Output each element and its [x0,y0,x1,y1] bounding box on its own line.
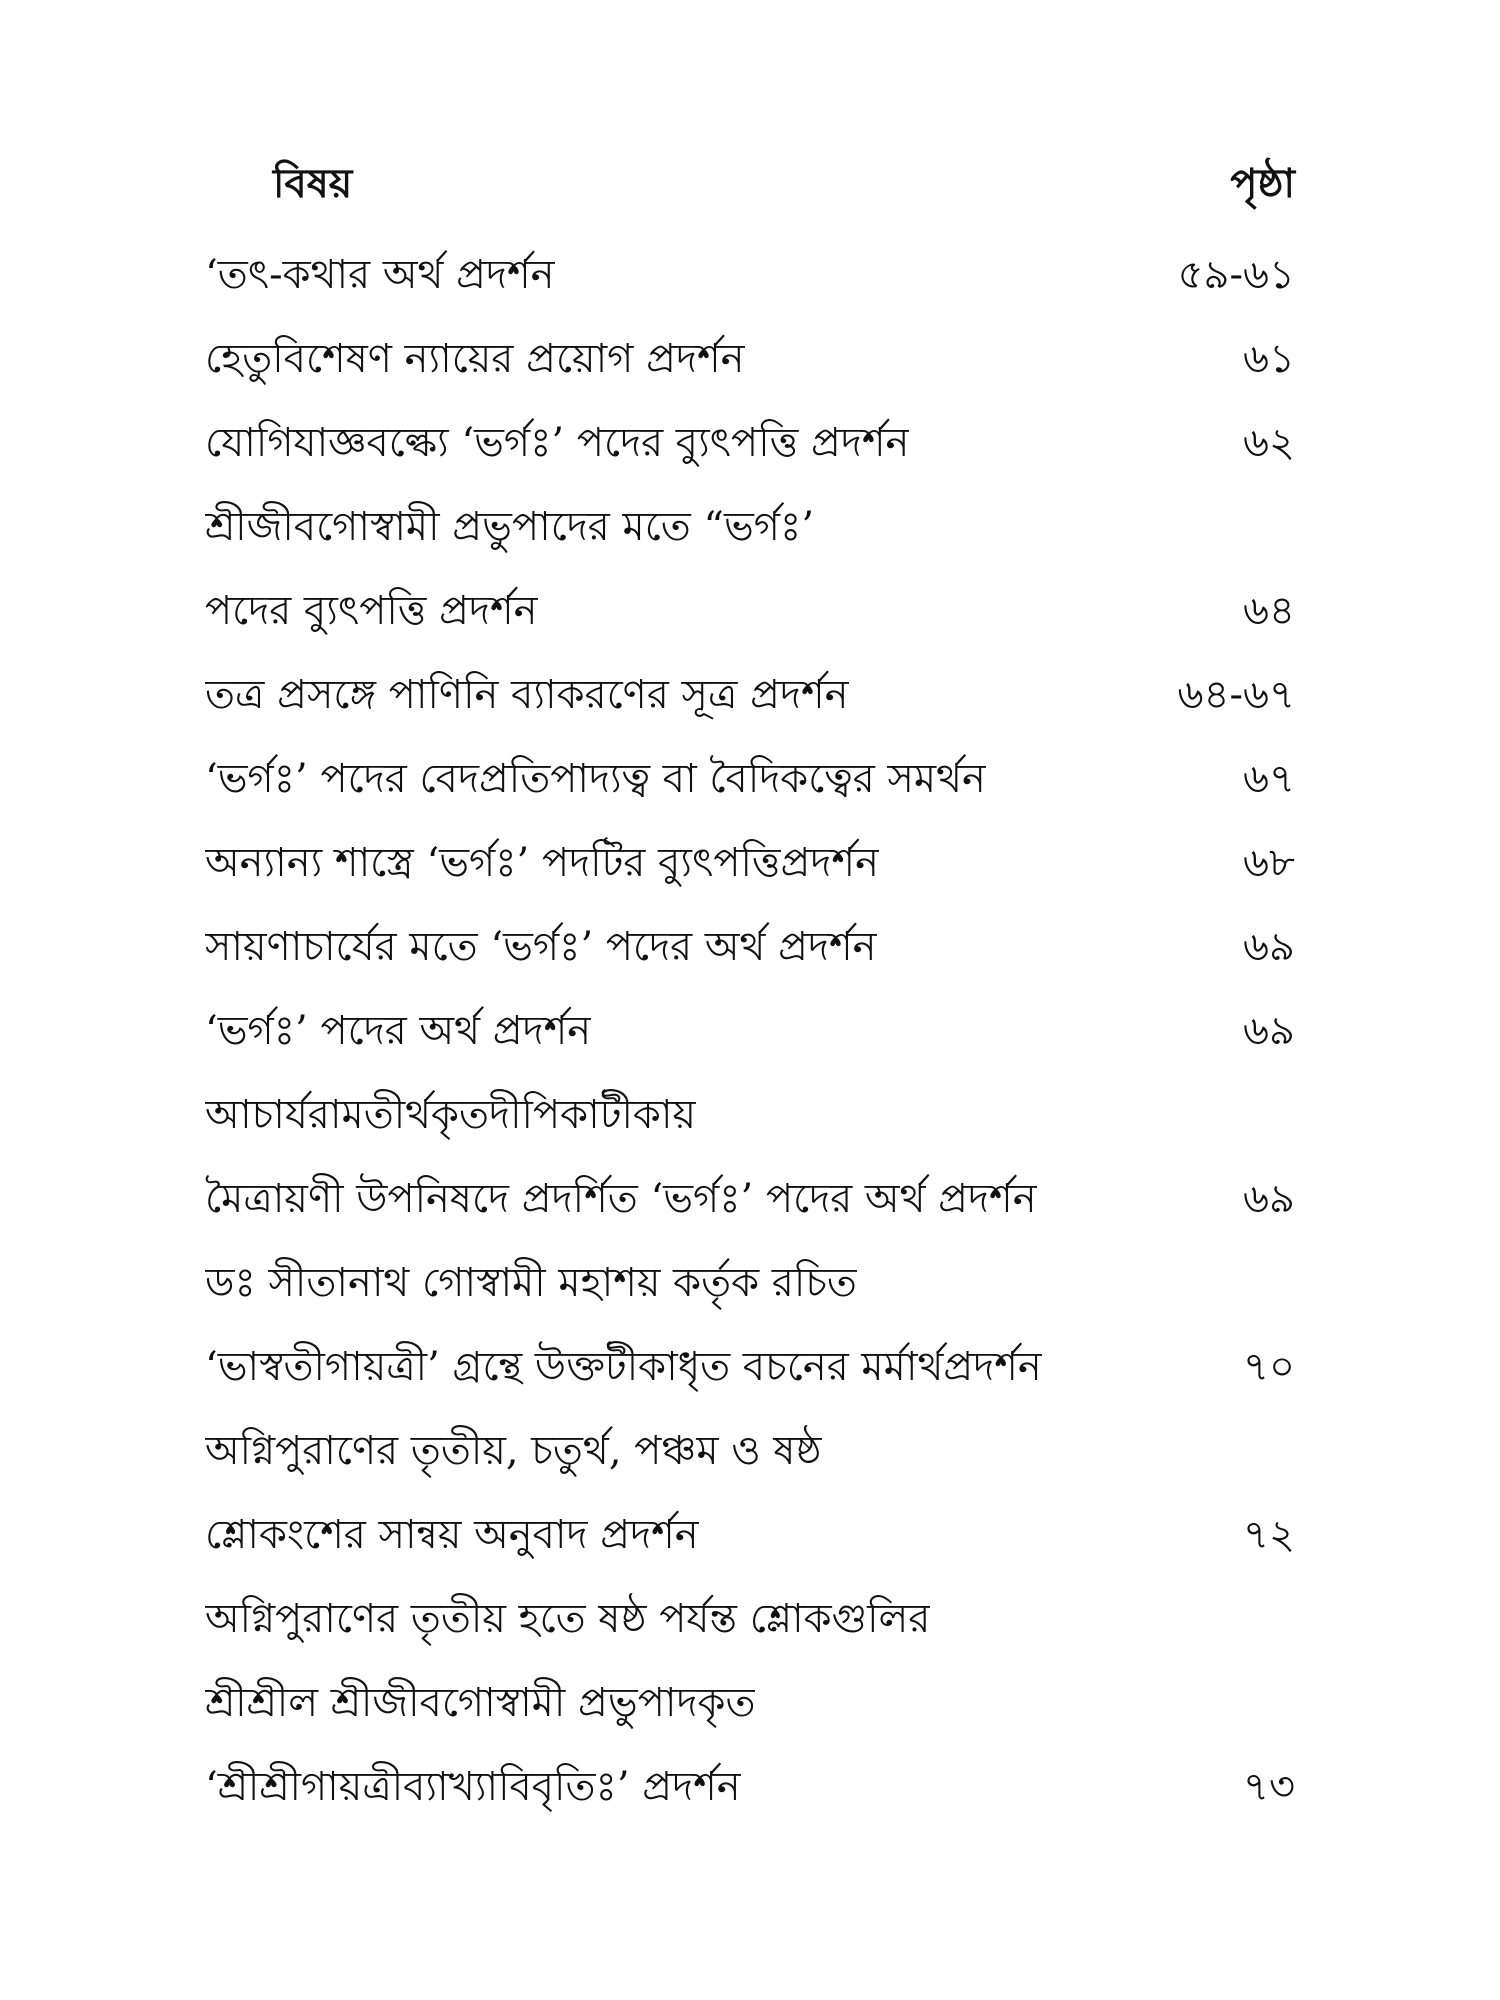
entry-title: যোগিযাজ্ঞবল্ক্যে ‘ভর্গঃ’ পদের ব্যুৎপত্তি প্রদর্শন [205,420,910,466]
entry-title: ‘ভর্গঃ’ পদের বেদপ্রতিপাদ্যত্ব বা বৈদিকত্বের সমর্থন [205,756,986,802]
toc-entries [205,233,1295,1829]
entry-title: ‘শ্রীশ্রীগায়ত্রীব্যাখ্যাবিবৃতিঃ’ প্রদর্শন [205,1764,741,1810]
toc-entry [205,737,1295,821]
toc-entry [205,1409,1295,1493]
entry-title: সায়ণাচার্যের মতে ‘ভর্গঃ’ পদের অর্থ প্রদর্শন [205,924,877,970]
entry-page: ৬৯ [1243,1008,1295,1054]
entry-page: ৬৯ [1243,1176,1295,1222]
entry-title: ‘ভর্গঃ’ পদের অর্থ প্রদর্শন [205,1008,592,1054]
entry-page: ৬১ [1243,336,1295,382]
toc-entry [205,1661,1295,1745]
toc-header [205,150,1295,220]
toc-entry [205,989,1295,1073]
toc-entry [205,905,1295,989]
entry-page: ৫৯-৬১ [1177,252,1295,298]
toc-entry [205,653,1295,737]
toc-entry [205,1073,1295,1157]
entry-title: অন্যান্য শাস্ত্রে ‘ভর্গঃ’ পদটির ব্যুৎপত্তিপ্রদর্শন [205,840,879,886]
toc-entry [205,485,1295,569]
toc-entry [205,317,1295,401]
page-column-header: পৃষ্ঠা [1230,159,1295,207]
entry-page: ৬৯ [1243,924,1295,970]
toc-entry [205,1157,1295,1241]
entry-page: ৬৪ [1243,588,1295,634]
entry-page: ৭২ [1242,1512,1295,1558]
toc-entry [205,401,1295,485]
entry-title: তত্র প্রসঙ্গে পাণিনি ব্যাকরণের সূত্র প্রদর্শন [205,672,849,718]
entry-title: শ্লোকংশের সান্বয় অনুবাদ প্রদর্শন [205,1512,699,1558]
entry-title: অগ্নিপুরাণের তৃতীয়, চতুর্থ, পঞ্চম ও ষষ্ঠ [205,1428,822,1474]
toc-entry [205,1325,1295,1409]
toc-entry [205,1493,1295,1577]
entry-title: ‘ভাস্বতীগায়ত্রী’ গ্রন্থে উক্তটীকাধৃত বচনের মর্মার্থপ্রদর্শন [205,1344,1042,1390]
entry-page: ৭০ [1242,1344,1295,1390]
toc-entry [205,233,1295,317]
toc-entry [205,1745,1295,1829]
entry-title: শ্রীশ্রীল শ্রীজীবগোস্বামী প্রভুপাদকৃত [205,1680,756,1726]
subject-column-header: বিষয় [273,159,353,207]
entry-title: আচার্যরামতীর্থকৃতদীপিকাটীকায় [205,1092,697,1138]
entry-title: অগ্নিপুরাণের তৃতীয় হতে ষষ্ঠ পর্যন্ত শ্লোকগুলির [205,1596,931,1642]
entry-title: হেতুবিশেষণ ন্যায়ের প্রয়োগ প্রদর্শন [205,336,745,382]
toc-entry [205,569,1295,653]
entry-title: ‘তৎ-কথার অর্থ প্রদর্শন [205,252,555,298]
entry-title: শ্রীজীবগোস্বামী প্রভুপাদের মতে “ভর্গঃ’ [205,504,815,550]
toc-entry [205,1241,1295,1325]
table-of-contents [205,150,1295,1829]
toc-entry [205,1577,1295,1661]
entry-title: ডঃ সীতানাথ গোস্বামী মহাশয় কর্তৃক রচিত [205,1260,857,1306]
entry-page: ৭৩ [1242,1764,1295,1810]
entry-title: মৈত্রায়ণী উপনিষদে প্রদর্শিত ‘ভর্গঃ’ পদের অর্থ প্রদর্শন [205,1176,1037,1222]
entry-page: ৬৮ [1243,840,1295,886]
entry-page: ৬২ [1242,420,1295,466]
entry-page: ৬৭ [1242,756,1295,802]
toc-entry [205,821,1295,905]
entry-page: ৬৪-৬৭ [1177,672,1295,718]
entry-title: পদের ব্যুৎপত্তি প্রদর্শন [205,588,538,634]
